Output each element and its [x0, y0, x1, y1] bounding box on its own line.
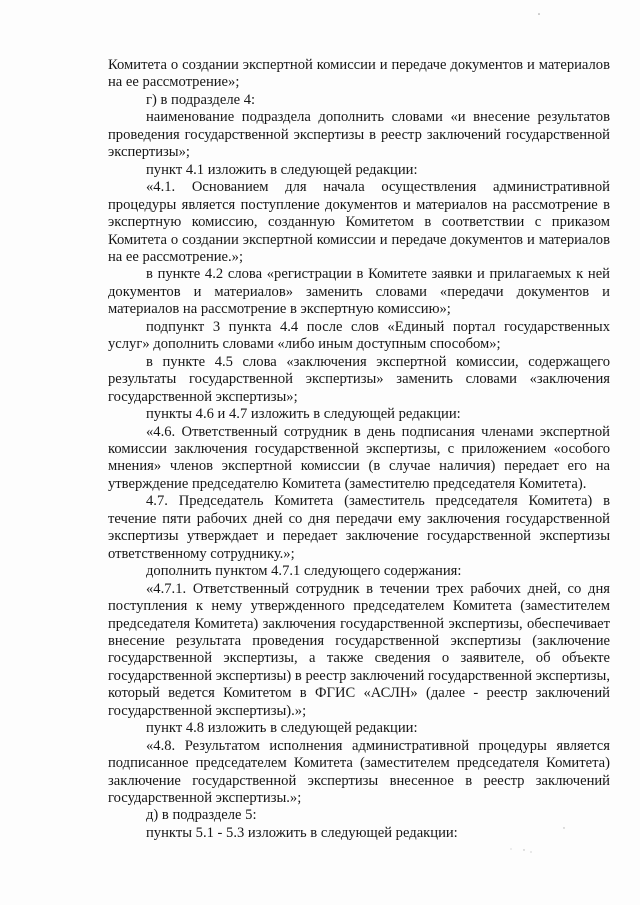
paragraph-13: «4.7.1. Ответственный сотрудник в течении трех рабочих дней, со дня поступления к нему утвержденного председателем Комитета (заместителем председателя Комитета) заключения государственной экспертизы, обеспечивает внесение результата проведения государственной экспертизы (заключение государственной экспертизы, а также сведения о заявителе, об объекте государственной экспертизы) в реестр заключений государственной экспертизы, который ведется Комитетом в ФГИС «АСЛН» (далее - реестр заключений государственной экспертизы).»; [108, 580, 610, 719]
paragraph-8: в пункте 4.5 слова «заключения экспертной комиссии, содержащего результаты государственной экспертизы» заменить словами «заключения государственной экспертизы»; [108, 353, 610, 405]
paragraph-10: «4.6. Ответственный сотрудник в день подписания членами экспертной комиссии заключения государственной экспертизы, с приложением «особого мнения» членов экспертной комиссии (в случае наличия) передает его на утверждение председателю Комитета (заместителю председателя Комитета). [108, 423, 610, 492]
paragraph-12: дополнить пунктом 4.7.1 следующего содержания: [146, 563, 462, 580]
paragraph-17: пункты 5.1 - 5.3 изложить в следующей редакции: [146, 824, 458, 841]
paragraph-6: в пункте 4.2 слова «регистрации в Комитете заявки и прилагаемых к ней документов и материалов» заменить словами «передачи документов и материалов на рассмотрение в экспертную комиссию»; [108, 266, 610, 318]
paragraph-7: подпункт 3 пункта 4.4 после слов «Единый портал государственных услуг» дополнить словами «либо иным доступным способом»; [108, 318, 610, 353]
paragraph-16: д) в подразделе 5: [146, 807, 257, 824]
document-body [108, 57, 610, 842]
paragraph-15: «4.8. Результатом исполнения административной процедуры является подписанное председателем Комитета (заместителем председателя Комитета) заключение государственной экспертизы внесенное в реестр заключений государственной экспертизы.»; [108, 737, 610, 807]
paragraph-5: «4.1. Основанием для начала осуществления административной процедуры является поступление документов и материалов на рассмотрение в экспертную комиссию, созданную Комитетом в соответствии с приказом Комитета о создании экспертной комиссии и передаче документов и материалов на ее рассмотрение.»; [108, 179, 610, 265]
paragraph-11: 4.7. Председатель Комитета (заместитель председателя Комитета) в течение пяти рабочих дней со дня передачи ему заключения государственной экспертизы утверждает и передает заключение государственной экспертизы ответственному сотруднику.»; [108, 493, 610, 562]
paragraph-2: г) в подразделе 4: [146, 91, 256, 108]
paragraph-9: пункты 4.6 и 4.7 изложить в следующей редакции: [146, 406, 461, 423]
paragraph-4: пункт 4.1 изложить в следующей редакции: [146, 161, 418, 178]
paragraph-1: Комитета о создании экспертной комиссии и передаче документов и материалов на ее рассмотрение»; [108, 57, 610, 91]
paragraph-14: пункт 4.8 изложить в следующей редакции: [146, 720, 418, 737]
paragraph-3: наименование подраздела дополнить словами «и внесение результатов проведения государственной экспертизы в реестр заключений государственной экспертизы»; [108, 109, 610, 161]
